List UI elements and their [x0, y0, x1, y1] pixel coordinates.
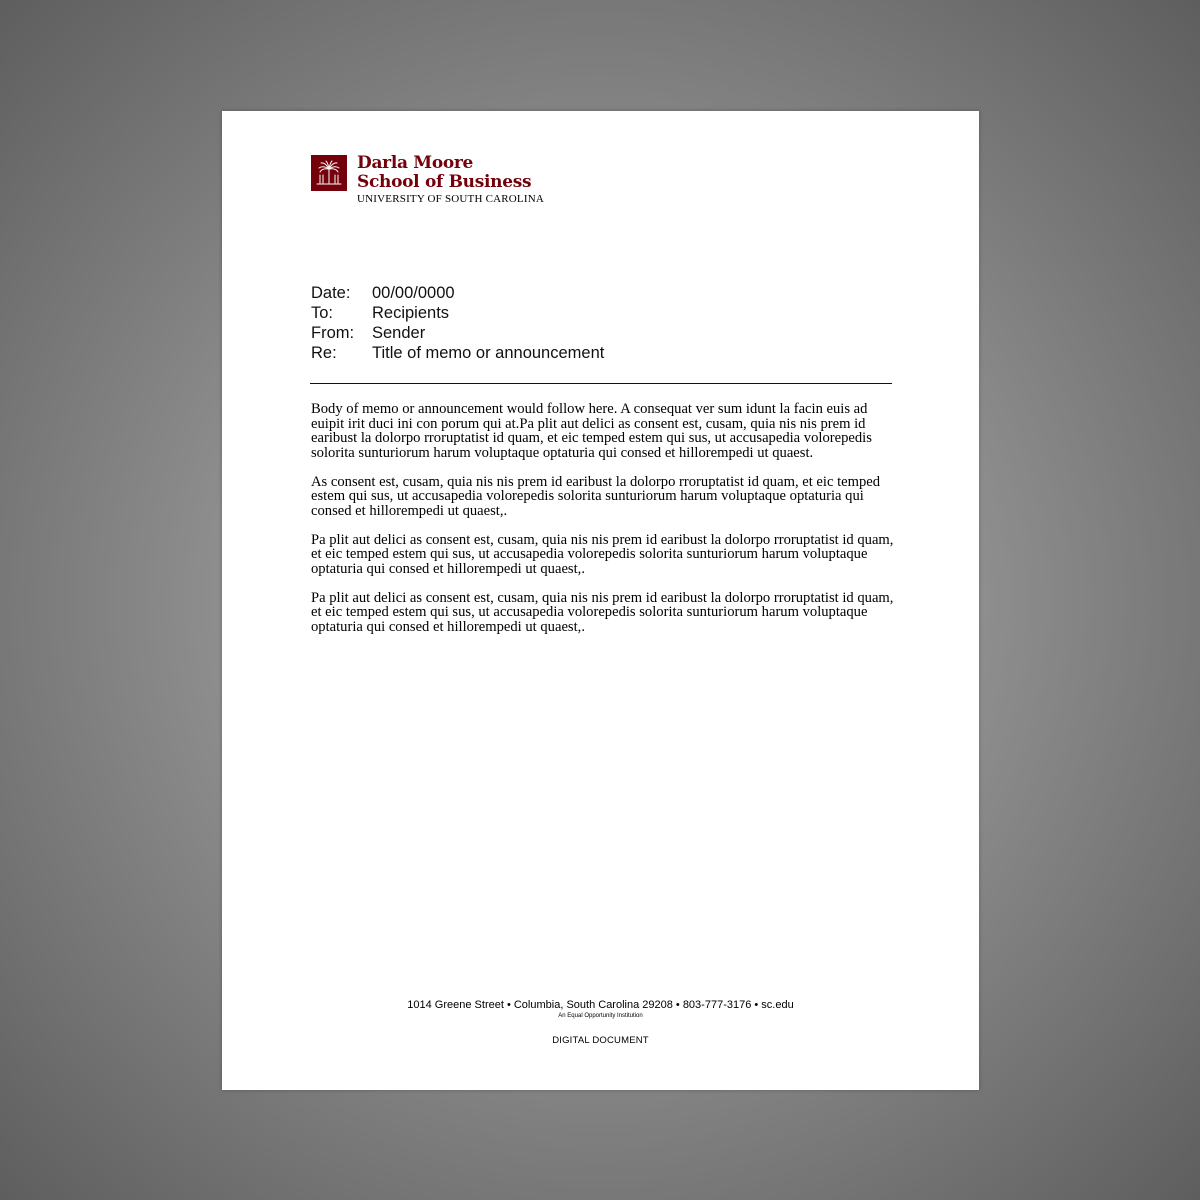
- to-label: To:: [311, 304, 334, 322]
- body-paragraph: Pa plit aut delici as consent est, cusam, quia nis nis prem id earibust la dolorpo rroruptatist id quam, et eic temped estem qui sus, ut accusapedia volorepedis solorita sunturiorum harum voluptaque optaturia qui consed et hillorempedi ut quaest,.: [311, 531, 894, 577]
- re-value: Title of memo or announcement: [372, 344, 605, 362]
- body-paragraph: Pa plit aut delici as consent est, cusam, quia nis nis prem id earibust la dolorpo rroruptatist id quam, et eic temped estem qui sus, ut accusapedia volorepedis solorita sunturiorum harum voluptaque optaturia qui consed et hillorempedi ut quaest,.: [311, 589, 894, 635]
- date-row: [311, 283, 604, 303]
- from-row: [311, 323, 604, 343]
- university-name: UNIVERSITY OF SOUTH CAROLINA: [357, 193, 544, 205]
- memo-header: [311, 283, 604, 363]
- from-label: From:: [311, 324, 355, 342]
- school-name-line2: School of Business: [357, 172, 532, 192]
- re-row: [311, 343, 604, 363]
- footer-address: 1014 Greene Street • Columbia, South Carolina 29208 • 803-777-3176 • sc.edu: [407, 999, 794, 1011]
- header-divider: [310, 383, 892, 384]
- school-name-line1: Darla Moore: [357, 153, 474, 173]
- body-paragraph: As consent est, cusam, quia nis nis prem id earibust la dolorpo rroruptatist id quam, et eic temped estem qui sus, ut accusapedia volorepedis solorita sunturiorum harum voluptaque optaturia qui consed et hillorempedi ut quaest,.: [311, 473, 881, 519]
- school-logo: [311, 155, 611, 215]
- body-paragraph: Body of memo or announcement would follow here. A consequat ver sum idunt la facin euis ad euipit irit duci ini con porum qui at.Pa plit aut delici as consent est, cusam, quia nis nis prem id earibust la dolorpo rroruptatist id quam, et eic temped estem qui sus, ut accusapedia volorepedis solorita sunturiorum harum voluptaque optaturia qui consed et hillorempedi ut quaest.: [311, 401, 872, 461]
- footer-digital-label: DIGITAL DOCUMENT: [552, 1035, 649, 1046]
- memo-page: [222, 111, 979, 1090]
- memo-body: [311, 402, 896, 649]
- date-label: Date:: [311, 284, 351, 302]
- palmetto-tree-icon: [311, 155, 347, 191]
- to-row: [311, 303, 604, 323]
- footer-equal-opportunity: An Equal Opportunity Institution: [558, 1013, 643, 1019]
- date-value: 00/00/0000: [372, 284, 455, 302]
- to-value: Recipients: [372, 304, 450, 322]
- from-value: Sender: [372, 324, 426, 342]
- re-label: Re:: [311, 344, 337, 362]
